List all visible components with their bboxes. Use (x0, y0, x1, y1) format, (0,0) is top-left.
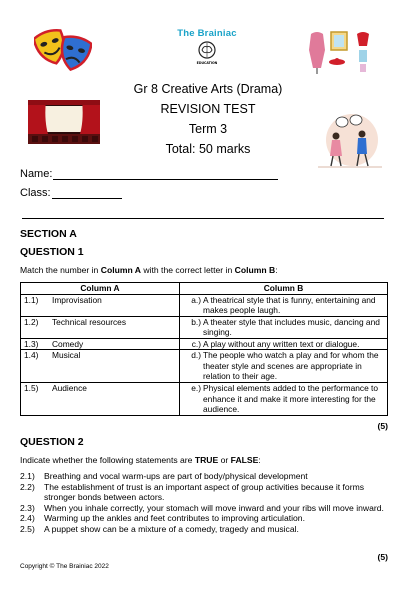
column-b-header: Column B (180, 283, 388, 295)
row-term: Audience (52, 383, 87, 393)
question-2-title: QUESTION 2 (20, 436, 84, 448)
column-b-cell (180, 316, 388, 338)
row-definition: A play without any written text or dialogue. (203, 338, 360, 349)
list-item (20, 503, 388, 514)
statement-number: 2.5) (20, 523, 35, 534)
instr-text: : (275, 265, 278, 275)
instr-text: with the correct letter in (141, 265, 235, 275)
logo-text: EDUCATION (196, 61, 218, 65)
instr-text: : (258, 455, 261, 465)
column-b-cell (180, 350, 388, 383)
name-field[interactable] (20, 168, 278, 180)
class-field[interactable] (20, 187, 122, 199)
statement-text: The establishment of trust is an important aspect of group activities because it forms stronger bonds between actors. (44, 481, 365, 503)
row-letter: d.) (191, 350, 201, 360)
column-b-cell (180, 338, 388, 350)
column-a-cell (21, 383, 180, 416)
row-letter: b.) (191, 316, 201, 327)
row-term: Comedy (52, 338, 84, 349)
table-row (21, 338, 388, 350)
matching-table (20, 282, 388, 416)
row-number: 1.2) (24, 316, 39, 327)
list-item (20, 482, 388, 503)
row-term: Improvisation (52, 294, 102, 305)
row-term: Musical (52, 350, 81, 360)
question-2-instruction (20, 455, 261, 465)
row-term: Technical resources (52, 316, 127, 327)
row-definition: Physical elements added to the performance to enhance it and make it more interesting for the audience. (203, 383, 379, 414)
test-title-block (120, 79, 296, 159)
copyright-text: Copyright © The Brainiac 2022 (20, 563, 109, 570)
name-label: Name: (20, 168, 53, 180)
test-term: Term 3 (188, 122, 228, 136)
statement-number: 2.3) (20, 502, 35, 513)
statement-number: 2.2) (20, 481, 35, 492)
table-row (21, 350, 388, 383)
divider-line (22, 218, 384, 219)
list-item (20, 524, 388, 535)
column-a-cell (21, 338, 180, 350)
row-letter: c.) (191, 338, 201, 349)
class-line[interactable] (52, 187, 122, 199)
statement-number: 2.1) (20, 471, 35, 481)
list-item (20, 513, 388, 524)
column-a-header: Column A (21, 283, 180, 295)
statement-number: 2.4) (20, 513, 35, 524)
row-definition: The people who watch a play and for whom the theater style and scenes are appropriate in relation to their age. (203, 350, 379, 381)
performers-icon (312, 112, 386, 172)
table-header-row (21, 283, 388, 295)
row-number: 1.5) (24, 383, 39, 393)
table-row (21, 316, 388, 338)
instr-bold: TRUE (194, 455, 219, 465)
row-letter: a.) (191, 294, 201, 305)
row-definition: A theater style that includes music, dancing and singing. (203, 316, 380, 337)
row-letter: e.) (191, 383, 201, 393)
costume-rack-icon (303, 28, 381, 76)
instr-text: or (218, 455, 231, 465)
brain-logo-icon (196, 40, 218, 68)
statements-list (20, 471, 388, 535)
stage-curtain-icon (28, 100, 100, 144)
row-number: 1.3) (24, 338, 39, 349)
instr-text: Indicate whether the following statements are (20, 455, 195, 465)
test-subject: Gr 8 Creative Arts (Drama) (133, 82, 283, 96)
column-a-cell (21, 316, 180, 338)
question-1-title: QUESTION 1 (20, 246, 84, 258)
statement-text: A puppet show can be a mixture of a comedy, tragedy and musical. (44, 523, 299, 534)
question-1-marks: (5) (377, 421, 388, 431)
statement-text: When you inhale correctly, your stomach will move inward and your ribs will move inward. (44, 502, 384, 513)
instr-text: Match the number in (20, 265, 101, 275)
column-a-cell (21, 350, 180, 383)
question-1-instruction (20, 265, 278, 275)
instr-bold: FALSE (230, 455, 259, 465)
row-definition: A theatrical style that is funny, entertaining and makes people laugh. (203, 294, 376, 315)
list-item (20, 471, 388, 482)
statement-text: Breathing and vocal warm-ups are part of body/physical development (44, 471, 308, 481)
column-a-cell (21, 294, 180, 316)
column-b-cell (180, 383, 388, 416)
instr-bold: Column B (234, 265, 276, 275)
class-label: Class: (20, 187, 51, 199)
name-line[interactable] (53, 168, 278, 180)
column-b-cell (180, 294, 388, 316)
row-number: 1.1) (24, 294, 39, 305)
section-a-title: SECTION A (20, 228, 77, 240)
instr-bold: Column A (100, 265, 141, 275)
table-row (21, 294, 388, 316)
brand-name: The Brainiac (177, 28, 237, 39)
row-number: 1.4) (24, 350, 39, 360)
table-row (21, 383, 388, 416)
theatre-masks-icon (34, 24, 92, 82)
test-total: Total: 50 marks (165, 142, 251, 156)
statement-text: Warming up the ankles and feet contributes to improving articulation. (44, 513, 305, 524)
question-2-marks: (5) (377, 552, 388, 562)
test-type: REVISION TEST (160, 102, 256, 116)
